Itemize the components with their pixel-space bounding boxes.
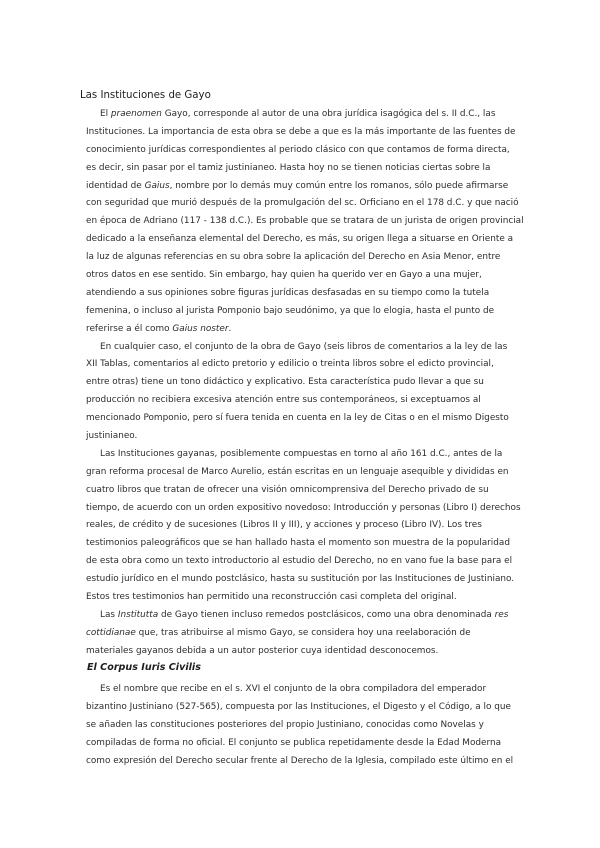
section-title-corpus-iuris-civilis: El Corpus Iuris Civilis	[87, 662, 201, 673]
section-title-instituciones-gayo: Las Instituciones de Gayo	[80, 90, 211, 101]
text-segment: se añaden las constituciones posteriores del propio Justiniano, conocidas como Novelas y	[86, 719, 484, 730]
text-line	[86, 464, 526, 482]
italic-term: res	[494, 609, 509, 620]
text-segment: como expresión del Derecho secular frente al Derecho de la Iglesia, compilado este último en el	[86, 755, 514, 766]
text-line	[86, 699, 526, 717]
text-segment: cuatro libros que tratan de ofrecer una visión omnicomprensiva del Derecho privado de su	[86, 484, 489, 495]
section-body-corpus-iuris-civilis	[86, 681, 526, 770]
text-line	[86, 321, 526, 339]
text-line	[86, 553, 526, 571]
text-line	[86, 160, 526, 178]
text-segment: la luz de algunas referencias en su obra sobre la aplicación del Derecho en Asia Menor, entre	[86, 252, 501, 263]
text-line	[86, 303, 526, 321]
text-segment: testimonios paleográficos que se han hallado hasta el momento son muestra de la popularidad	[86, 538, 510, 549]
text-line	[86, 717, 526, 735]
text-line	[86, 392, 526, 410]
text-segment: Es el nombre que recibe en el s. XVI el conjunto de la obra compiladora del emperador	[100, 684, 487, 694]
text-line	[86, 178, 526, 196]
text-segment: otros datos en ese sentido. Sin embargo, hay quien ha querido ver en Gayo a una mujer,	[86, 270, 482, 281]
text-line	[86, 607, 526, 625]
text-line	[86, 195, 526, 213]
text-line	[86, 681, 526, 699]
text-segment: .	[228, 323, 232, 334]
text-line	[86, 231, 526, 249]
text-line	[86, 643, 526, 661]
text-line	[86, 428, 526, 446]
text-segment: conocimiento jurídicas correspondientes al periodo clásico con que contamos de forma directa,	[86, 144, 510, 155]
text-segment: referirse a él como	[86, 323, 173, 334]
text-segment: Gayo, corresponde al autor de una obra jurídica isagógica del s. II d.C., las	[161, 109, 496, 119]
text-line	[86, 589, 526, 607]
italic-term: Gaius	[144, 180, 170, 191]
section-body-instituciones-gayo	[86, 106, 526, 661]
text-segment: de esta obra como un texto introductorio al estudio del Derecho, no en vano fue la base para el	[86, 556, 513, 567]
text-segment: con seguridad que murió después de la promulgación del sc. Orficiano en el 178 d.C. y que nació	[86, 198, 519, 209]
text-segment: reales, de crédito y de sucesiones (Libros II y III), y acciones y proceso (Libro IV). Los tres	[86, 520, 482, 531]
text-line	[86, 249, 526, 267]
text-line	[86, 106, 526, 124]
text-segment: atendiendo a sus opiniones sobre figuras jurídicas desfasadas en su tiempo como la tutela	[86, 287, 490, 298]
text-segment: mencionado Pomponio, pero sí fuera tenida en cuenta en la ley de Citas o en el mismo Digesto	[86, 413, 509, 424]
text-line	[86, 374, 526, 392]
italic-term: praenomen	[110, 109, 162, 119]
text-line	[86, 625, 526, 643]
text-segment: justinianeo.	[86, 431, 138, 442]
text-line	[86, 482, 526, 500]
text-line	[86, 571, 526, 589]
text-line	[86, 213, 526, 231]
text-segment: Estos tres testimonios han permitido una reconstrucción casi completa del original.	[86, 592, 457, 603]
text-segment: bizantino Justiniano (527-565), compuesta por las Instituciones, el Digesto y el Código, a lo que	[86, 701, 511, 712]
text-line	[86, 446, 526, 464]
text-line	[86, 142, 526, 160]
text-line	[86, 124, 526, 142]
text-segment: en época de Adriano (117 - 138 d.C.). Es probable que se tratara de un jurista de origen provincial	[86, 216, 524, 227]
text-segment: , nombre por lo demás muy común entre los romanos, sólo puede afirmarse	[169, 180, 509, 191]
text-line	[86, 356, 526, 374]
text-segment: femenina, o incluso al jurista Pomponio bajo seudónimo, ya que lo elogia, hasta el punto de	[86, 305, 495, 316]
text-line	[86, 753, 526, 771]
text-segment: estudio jurídico en el mundo postclásico, hasta su sustitución por las Instituciones de Justiniano.	[86, 574, 515, 585]
text-segment: XII Tablas, comentarios al edicto pretorio y edilicio o treinta libros sobre el edicto provincial,	[86, 359, 494, 370]
text-line	[86, 500, 526, 518]
text-segment: producción no recibiera excesiva atención entre sus contemporáneos, si exceptuamos al	[86, 395, 481, 406]
italic-term: cottidianae	[86, 627, 136, 638]
text-line	[86, 517, 526, 535]
text-segment: tiempo, de acuerdo con un orden expositivo novedoso: Introducción y personas (Libro I) derechos	[86, 502, 521, 513]
text-segment: Las Instituciones gayanas, posiblemente compuestas en torno al año 161 d.C., antes de la	[100, 448, 503, 459]
text-segment: dedicado a la enseñanza elemental del Derecho, es más, su origen llega a situarse en Oriente a	[86, 234, 514, 245]
text-segment: gran reforma procesal de Marco Aurelio, están escritas en un lenguaje asequible y divididas en	[86, 466, 509, 477]
text-segment: Las	[100, 609, 118, 620]
text-segment: Instituciones. La importancia de esta obra se debe a que es la más importante de las fuentes de	[86, 126, 516, 137]
text-segment: compiladas de forma no oficial. El conjunto se publica repetidamente desde la Edad Moderna	[86, 737, 502, 748]
italic-term: Gaius noster	[172, 323, 229, 334]
text-segment: En cualquier caso, el conjunto de la obra de Gayo (seis libros de comentarios a la ley de las	[100, 341, 508, 352]
text-line	[86, 285, 526, 303]
text-segment: de Gayo tienen incluso remedos postclásicos, como una obra denominada	[158, 609, 495, 620]
text-segment: entre otras) tiene un tono didáctico y explicativo. Esta característica pudo llevar a que su	[86, 377, 484, 388]
italic-term: Institutta	[117, 609, 159, 620]
text-line	[86, 535, 526, 553]
text-line	[86, 267, 526, 285]
text-segment: que, tras atribuirse al mismo Gayo, se considera hoy una reelaboración de	[135, 627, 471, 638]
text-segment: materiales gayanos debida a un autor posterior cuya identidad desconocemos.	[86, 645, 439, 656]
text-segment: El	[100, 109, 111, 119]
text-line	[86, 735, 526, 753]
text-line	[86, 339, 526, 357]
text-segment: identidad de	[86, 180, 145, 191]
text-segment: es decir, sin pasar por el tamiz justinianeo. Hasta hoy no se tienen noticias ciertas sobre la	[86, 162, 491, 173]
text-line	[86, 410, 526, 428]
